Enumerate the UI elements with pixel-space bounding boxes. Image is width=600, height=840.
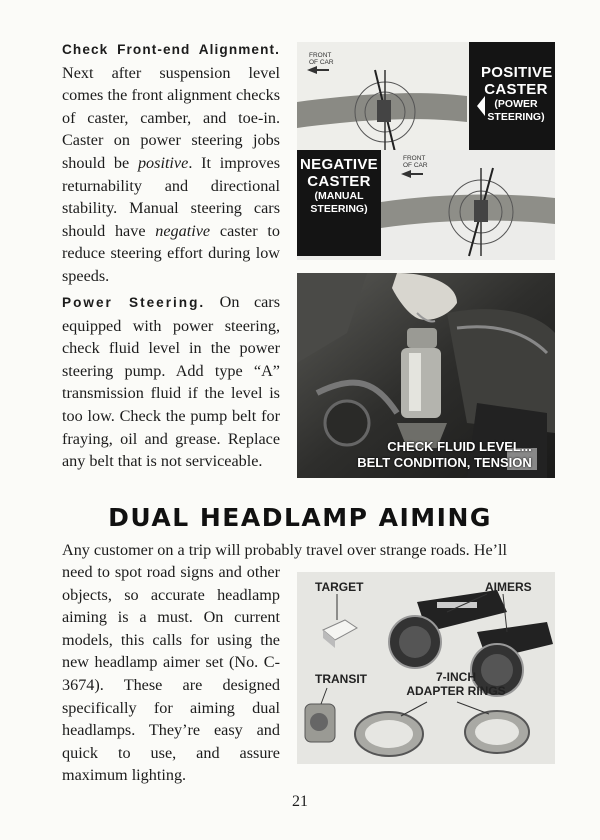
caster-diagram — [297, 42, 555, 260]
target-label: TARGET — [315, 580, 364, 594]
power-steering-text — [62, 291, 280, 473]
negative-caster-sub-1: (MANUAL — [314, 190, 364, 202]
front-end-alignment-heading: Check Front-end Alignment. — [62, 42, 280, 57]
negative-caster-sub-2: STEERING) — [310, 202, 368, 215]
adapter-rings-line-2: ADAPTER RINGS — [406, 684, 506, 698]
headlamp-aiming-body: need to spot road signs and other objects, so accurate headlamp aiming is a must. On current models, this calls for using the new headlamp aimer set (No. C-3674). These are designed specifically for aiming dual headlamps. They’re easy and quick to use, and assure maximum lighting. — [62, 563, 280, 785]
fluid-check-photo — [297, 273, 555, 478]
positive-caster-line-1: POSITIVE — [481, 64, 553, 81]
positive-caster-sub-2: STEERING) — [487, 110, 545, 123]
headlamp-intro-line: Any customer on a trip will probably travel over strange roads. He’ll — [62, 541, 508, 559]
positive-caster-sub-1: (POWER — [494, 98, 538, 110]
front-of-car-label-2a: FRONT — [403, 155, 426, 162]
negative-caster-line-2: CASTER — [307, 173, 371, 190]
power-steering-body: On cars equipped with power steering, check fluid level in the power steering pump. Add type “A” transmission fluid if the level is too low. Check the pump belt for fraying, oil and grease. Replace any belt that is not serviceable. — [62, 293, 280, 471]
aimer-set-photo-art — [297, 572, 555, 764]
transit-label: TRANSIT — [315, 672, 367, 686]
positive-emphasis: positive — [137, 153, 189, 172]
aimer-set-photo — [297, 572, 555, 764]
adapter-rings-label — [401, 670, 511, 698]
negative-caster-line-1: NEGATIVE — [300, 156, 378, 173]
fluid-caption-line-2: BELT CONDITION, TENSION — [357, 455, 532, 470]
front-of-car-label-2b: OF CAR — [403, 162, 428, 169]
front-of-car-label-1a: FRONT — [309, 52, 332, 59]
alignment-body-2: . It improves returnability and directional stability. Manual steering cars should have — [62, 153, 280, 240]
headlamp-aiming-text — [62, 561, 280, 787]
negative-caster-label — [299, 156, 379, 215]
adapter-rings-line-1: 7-INCH — [435, 670, 476, 684]
power-steering-heading: Power Steering. — [62, 295, 206, 310]
page-number: 21 — [292, 793, 308, 810]
positive-caster-line-2: CASTER — [484, 81, 548, 98]
fluid-caption-line-1: CHECK FLUID LEVEL... — [387, 439, 532, 454]
positive-caster-label — [481, 64, 551, 123]
fluid-check-caption — [337, 439, 552, 471]
front-end-alignment-text — [62, 38, 280, 288]
aimers-label: AIMERS — [485, 580, 532, 594]
dual-headlamp-aiming-heading: DUAL HEADLAMP AIMING — [108, 503, 492, 532]
front-of-car-label-1b: OF CAR — [309, 59, 334, 66]
alignment-body-3: caster to reduce steering effort during low speeds. — [62, 221, 280, 285]
alignment-body-1: Next after suspension level comes the front alignment checks of caster, camber, and toe-in. Caster on power steering jobs should be — [62, 63, 280, 172]
negative-emphasis: negative — [155, 221, 211, 240]
